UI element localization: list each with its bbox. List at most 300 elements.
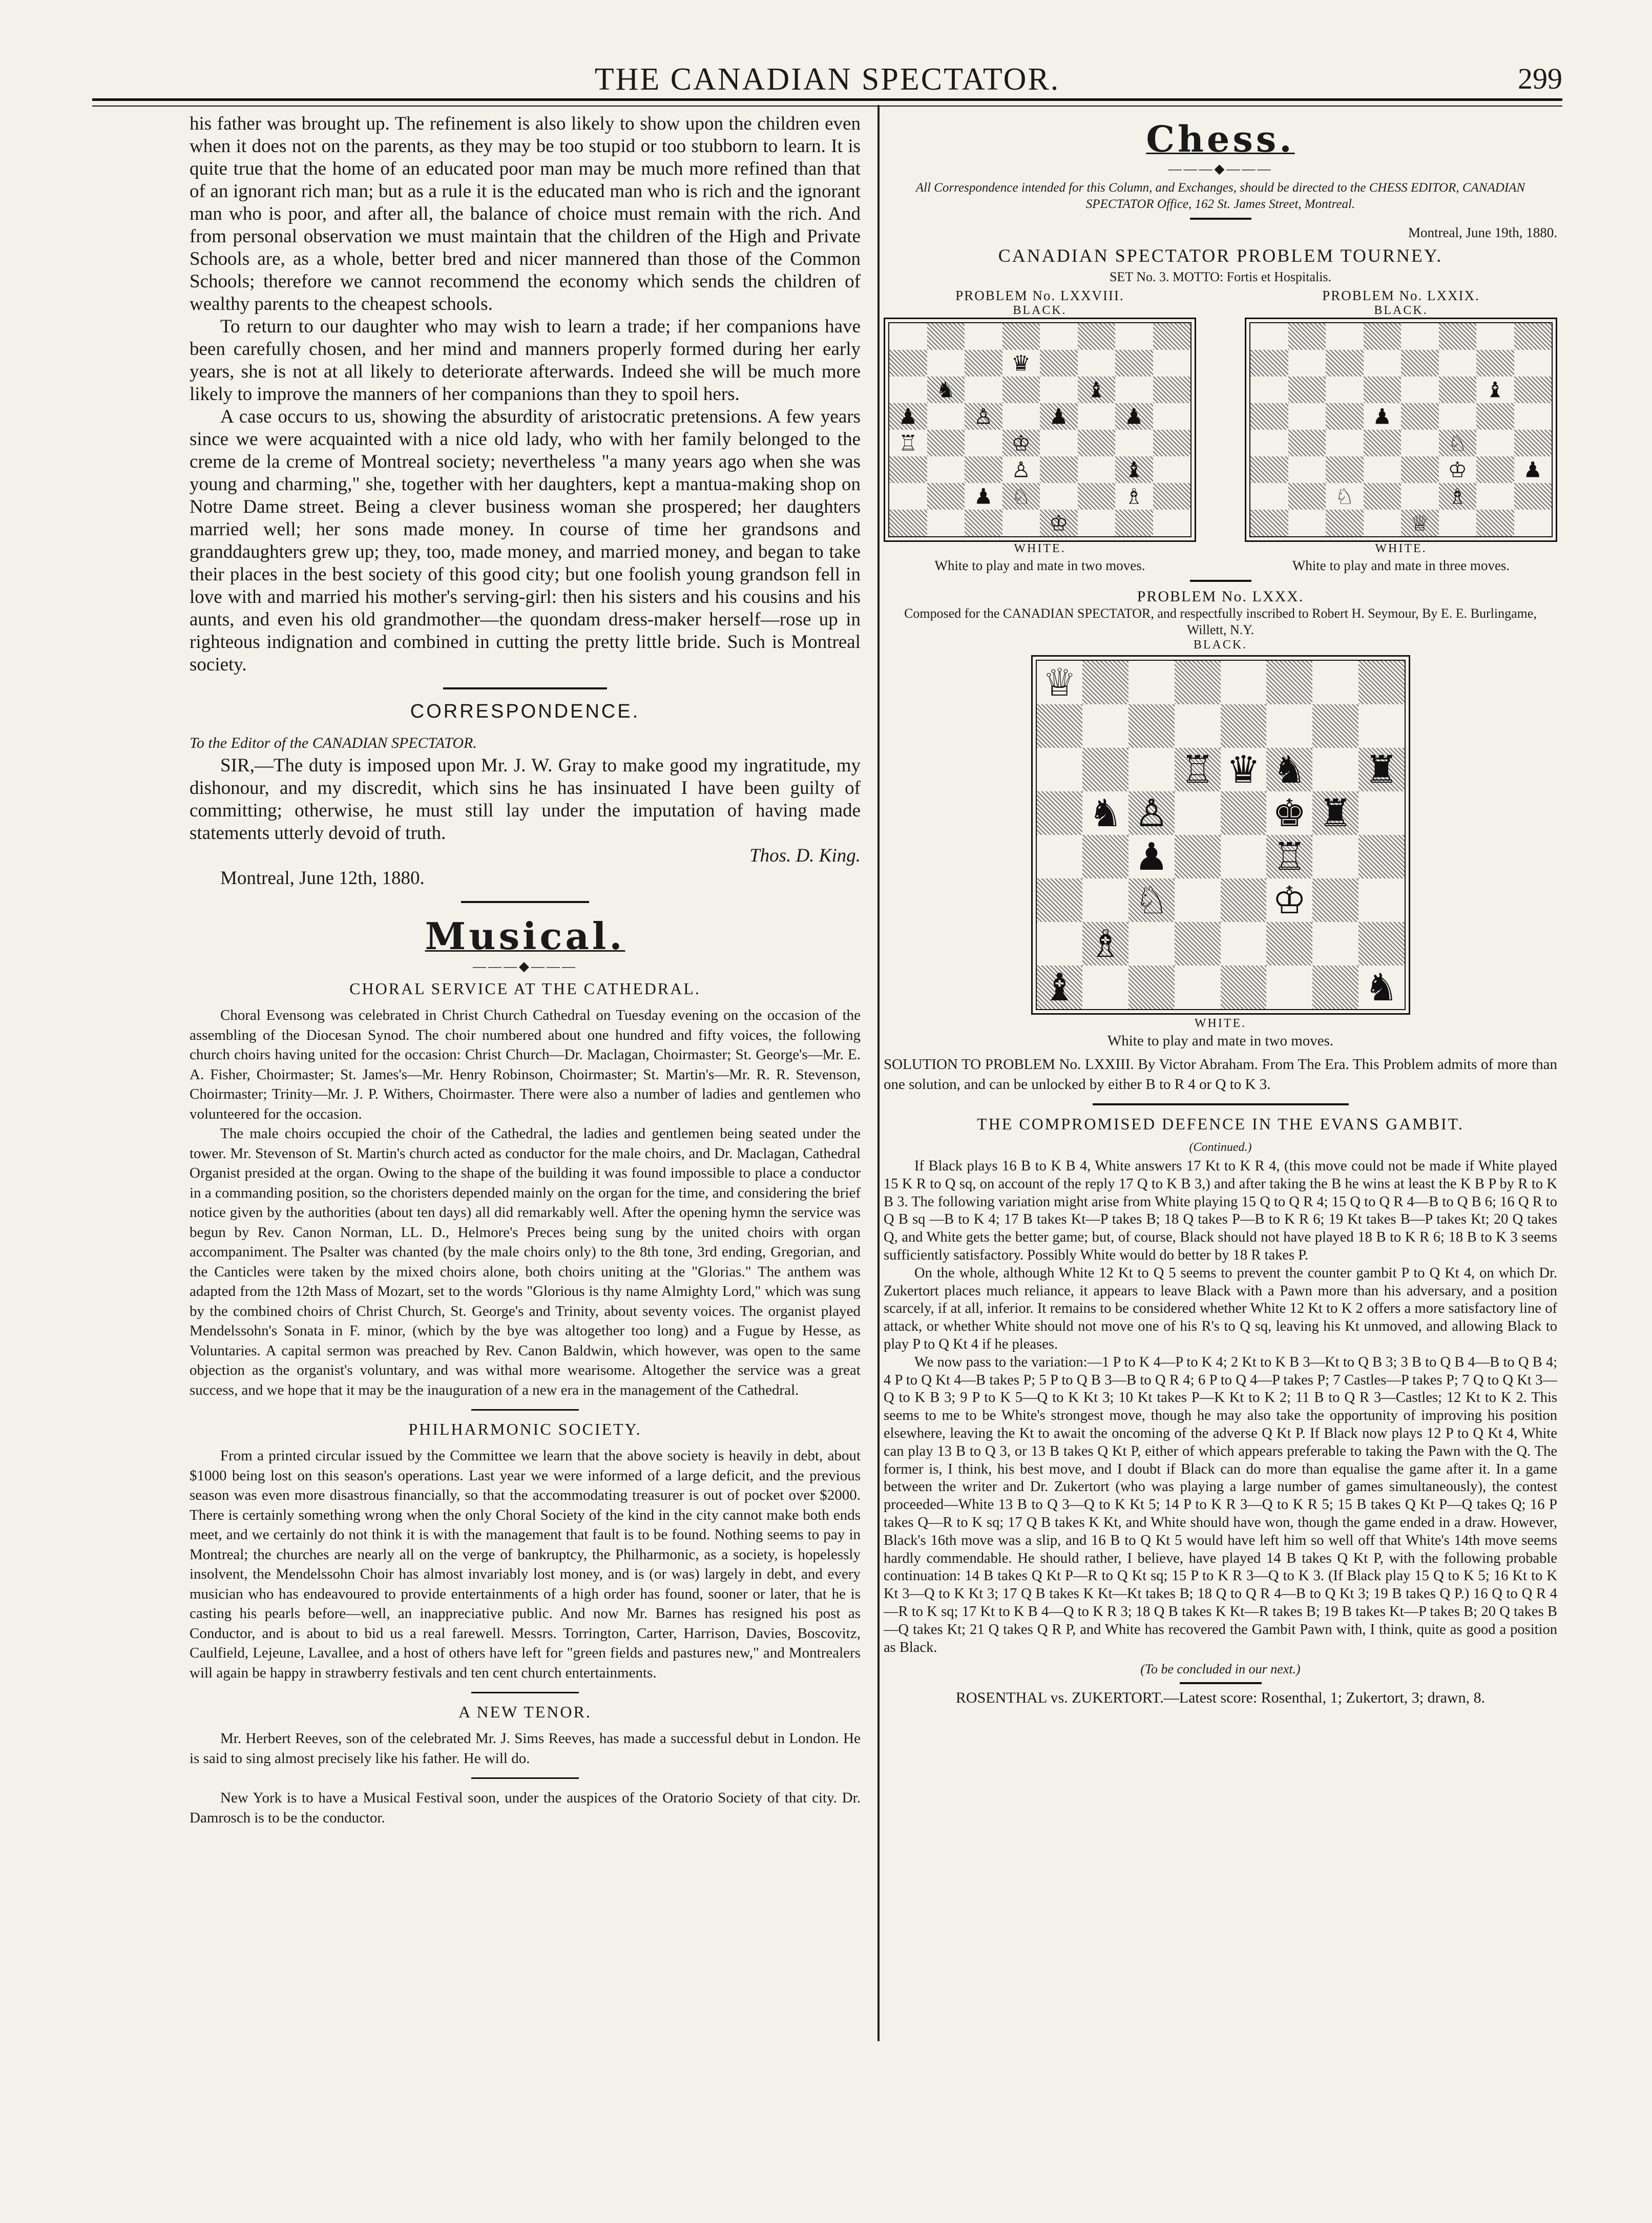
board-square: [1128, 791, 1175, 835]
white-bishop-icon: ♗: [1088, 921, 1123, 966]
board-square: [1358, 791, 1405, 835]
problem-caption: White to play and mate in two moves.: [1107, 1033, 1334, 1049]
board-square: [1175, 748, 1221, 791]
board-square: [1221, 878, 1267, 922]
board-square: [1266, 922, 1312, 966]
board-square: [1078, 430, 1116, 456]
board-square: [1082, 966, 1128, 1009]
musical-heading: Musical.: [425, 914, 625, 958]
black-bishop-icon: ♝: [1086, 377, 1106, 403]
chess-board: [1036, 660, 1406, 1010]
board-square: [1082, 878, 1128, 922]
board-square: [1266, 661, 1312, 704]
board-square: [1476, 510, 1514, 536]
board-square: [1175, 661, 1221, 704]
board-square: [1476, 323, 1514, 350]
board-square: [1326, 430, 1364, 456]
problem-block: [884, 288, 1196, 574]
board-square: [927, 510, 965, 536]
choral-paragraph: The male choirs occupied the choir of the Cathedral, the ladies and gentlemen being seated under the tower. Mr. Stevenson of St. Martin's church acted as conductor for the male choirs, and Dr. Maclagan, Cathedral Organist presided at the organ. Owing to the shape of the building it was found impossible to place a conductor in a commanding position, so the choristers depended mainly on the organ for the time, and considering the brief notice given by the authorities (about ten days) all did remarkably well. After the opening hymn the service was begun by Rev. Canon Norman, LL. D., Helmore's Preces being sung by the united choirs with organ accompaniment. The Psalter was chanted (by the male choirs only) to the 8th tone, 3rd ending, Gregorian, and the Canticles were taken by the mixed choirs alone, both choirs uniting at the "Glorias." The anthem was adapted from the 12th Mass of Mozart, set to the words "Glorious is thy name Almighty Lord," which was sung by the combined choirs of Christ Church, St. George's and Trinity, about seventy voices. The organist played Mendelssohn's Sonata in F. minor, (which by the bye was altogether too long) and a Fugue by Hesse, as Voluntaries. A capital sermon was preached by Rev. Canon Baldwin, which however, was open to the same objection as the organist's voluntary, and was withal more wearisome. Altogether the service was a great success, and we hope that it may be the inauguration of a new era in the management of the Cathedral.: [190, 1125, 861, 1398]
evans-paragraph: We now pass to the variation:—1 P to K 4—P to K 4; 2 Kt to K B 3—Kt to Q B 3; 3 B to Q B 4—B to Q B 4; 4 P to Q Kt 4—B takes P; 5 P to Q B 3—B to Q R 4; 6 P to Q 4—P takes P; 7 Castles—P takes P; 7 Q to Q Kt 3—Q to K B 3; 9 P to K 5—Q to K Kt 3; 10 Kt takes P—K Kt to K 2; 11 B to Q R 3—Castles; 12 Kt to K 2. This seems to me to be White's strongest move, though he may also take the opportunity of improving his position elsewhere, leaving the Kt to await the oncoming of the adverse Q Kt P. If Black now plays 12 P to Q Kt 4, White can play 13 B to Q 3, or 13 B takes Q Kt P, either of which appears preferable to taking the Pawn with the Q. The former is, I think, his best move, and I doubt if Black can do more than equalise the game after it. In a game between the writer and Dr. Zukertort (who was playing a large number of games simultaneously), the contest proceeded—White 13 B to Q 3—Q to K Kt 5; 14 P to K R 3—Q to K R 5; 15 B takes Q Kt P—Q takes Q; 16 P takes Q—R to K sq; 17 Q B takes K Kt, and White should have won, though the game ended in a draw. However, Black's 16th move was a slip, and 16 B to Q Kt 5 would have left him so well off that White's 14th move seems hardly commendable. He should rather, I believe, have played 14 B takes Q Kt P, with the following probable continuation: 14 B takes Q Kt P—R to Q Kt sq; 15 P to K R 3—Q to K 3. (If Black play 15 Q to K 5; 16 Kt to K Kt 3—Q to K Kt 3; 17 Q B takes K Kt—Kt takes B; 18 Q to Q R 4—B to Q Kt 3; 19 B takes Q P.) 16 Q to Q R 4—R to K sq; 17 Kt to K B 4—Q to K R 3; 18 Q B takes K Kt—R takes B; 19 B takes Kt—P takes B; 20 Q takes B—Q takes Kt; 21 Q takes Q R P, and White has recovered the Gambit Pawn with, I think, quite as good a position as Black.: [884, 1354, 1557, 1655]
board-square: [1266, 835, 1312, 878]
chess-notice: All Correspondence intended for this Column, and Exchanges, should be directed to the CHESS EDITOR, CANADIAN SPECTATOR Office, 162 St. James Street, Montreal.: [915, 181, 1525, 211]
board-square: [1266, 748, 1312, 791]
board-square: [1250, 350, 1288, 376]
correspondence-heading: CORRESPONDENCE.: [410, 701, 640, 722]
board-frame: [884, 318, 1196, 542]
ornament: ———◆———: [1168, 161, 1273, 176]
board-square: [1250, 510, 1288, 536]
board-square: [1358, 922, 1405, 966]
board-square: [1326, 323, 1364, 350]
board-square: [1128, 661, 1175, 704]
black-label: BLACK.: [1193, 638, 1248, 652]
black-pawn-icon: ♟: [1124, 404, 1144, 429]
board-square: [1514, 483, 1552, 510]
board-square: [1312, 704, 1358, 748]
board-square: [1312, 966, 1358, 1009]
board-square: [1002, 510, 1040, 536]
section-divider: [1190, 218, 1251, 220]
board-frame: [1031, 655, 1410, 1015]
board-square: [1364, 403, 1402, 430]
black-rook-icon: ♜: [1364, 747, 1398, 792]
board-square: [1358, 661, 1405, 704]
black-bishop-icon: ♝: [1485, 377, 1505, 403]
evans-paragraph: If Black plays 16 B to K B 4, White answers 17 Kt to K R 4, (this move could not be made if White played 15 K R to Q sq, on account of the reply 17 Q to K B 3,) and after taking the B he wins at least the K B P by R to K B 3. The following variation might arise from White playing 15 Q to Q R 4; 15 Q to Q R 4—B to Q B 6; 16 Q R to Q B sq —B to K 4; 17 B takes Kt—P takes B; 18 Q takes P—B to K R 6; 19 Kt takes B—P takes Kt; 20 Q takes Q, and White gets the better game; but, of course, Black should not have played 18 B to K R 6; 18 B to K 3 seems sufficiently satisfactory. Possibly White would do better by 18 R takes P.: [884, 1158, 1557, 1263]
board-square: [1326, 456, 1364, 483]
black-pawn-icon: ♟: [1372, 404, 1392, 429]
choral-article: [190, 1005, 861, 1400]
board-square: [1288, 376, 1326, 403]
board-square: [1037, 661, 1083, 704]
board-square: [1115, 350, 1153, 376]
board-square: [1514, 376, 1552, 403]
board-square: [1250, 430, 1288, 456]
black-king-icon: ♚: [1272, 791, 1307, 835]
board-square: [1078, 510, 1116, 536]
board-square: [1153, 376, 1191, 403]
board-square: [1250, 376, 1288, 403]
board-square: [1476, 350, 1514, 376]
white-queen-icon: ♕: [1042, 660, 1077, 705]
white-knight-icon: ♘: [1134, 878, 1169, 922]
salutation: To the Editor of the CANADIAN SPECTATOR.: [190, 735, 477, 751]
board-square: [1476, 456, 1514, 483]
board-square: [1266, 704, 1312, 748]
board-square: [1221, 661, 1267, 704]
board-square: [1364, 483, 1402, 510]
board-square: [1358, 835, 1405, 878]
board-square: [1115, 430, 1153, 456]
board-square: [1401, 483, 1439, 510]
board-square: [1439, 456, 1477, 483]
board-square: [1153, 430, 1191, 456]
section-divider: [471, 1777, 579, 1779]
section-divider: [471, 1692, 579, 1693]
board-square: [1082, 661, 1128, 704]
chess-heading: Chess.: [1146, 118, 1295, 160]
board-square: [1037, 748, 1083, 791]
board-square: [1002, 456, 1040, 483]
board-square: [889, 430, 927, 456]
board-square: [1364, 350, 1402, 376]
section-divider: [1093, 1103, 1349, 1105]
board-square: [1153, 323, 1191, 350]
white-pawn-icon: ♙: [1134, 791, 1169, 835]
board-square: [889, 483, 927, 510]
board-square: [965, 456, 1002, 483]
board-square: [1040, 483, 1078, 510]
chess-board: [888, 322, 1191, 537]
evans-continued: (Continued.): [1189, 1141, 1252, 1154]
board-square: [927, 323, 965, 350]
black-queen-icon: ♛: [1011, 350, 1031, 376]
board-square: [1288, 510, 1326, 536]
board-square: [1514, 510, 1552, 536]
board-square: [1115, 323, 1153, 350]
board-square: [1115, 510, 1153, 536]
header-rule: [92, 98, 1562, 107]
board-square: [1082, 922, 1128, 966]
black-knight-icon: ♞: [1088, 791, 1123, 835]
philharmonic-paragraph: From a printed circular issued by the Committee we learn that the above society is heavily in debt, about $1000 being lost on this season's operations. Last year we were informed of a large deficit, and the previous season was even more disastrous financially, so that the accommodating treasurer is out of pocket over $2000. There is certainly something wrong when the only Choral Society of the kind in the city cannot make both ends meet, and we certainly do not think it is with the management that fault is to be found. Nothing seems to pay in Montreal; the churches are nearly all on the verge of bankruptcy, the Philharmonic, as a society, is hopelessly insolvent, the Mendelssohn Choir has almost invariably lost money, and is (or was) largely in debt, and every musician who has endeavoured to provide entertainments of a high order has found, sooner or later, that he is casting his pearls before—well, an inappreciative public. And now Mr. Barnes has resigned his post as Conductor, and is about to bid us a real farewell. Messrs. Torrington, Carter, Harrison, Davies, Boscovitz, Caulfield, Lejeune, Lavallee, and a host of others have left for "green fields and pastures new," and Montrealers will again be happy in strawberry festivals and ten cent church entertainments.: [190, 1448, 861, 1681]
to-be-concluded: (To be concluded in our next.): [1140, 1662, 1301, 1677]
tenor-article: [190, 1729, 861, 1768]
board-square: [1128, 878, 1175, 922]
page-header: [92, 51, 1562, 97]
black-pawn-icon: ♟: [1523, 457, 1543, 483]
choral-heading: CHORAL SERVICE AT THE CATHEDRAL.: [349, 979, 701, 998]
problem-label: PROBLEM No. LXXX.: [1137, 588, 1304, 605]
board-square: [1439, 430, 1477, 456]
intro-paragraph: To return to our daughter who may wish to learn a trade; if her companions have been carefully chosen, and her mind and manners properly formed during her early years, she is not at all likely to deteriorate afterwards. Indeed she will be much more likely to improve the manners of her companions than they to spoil hers.: [190, 316, 861, 405]
board-square: [1514, 403, 1552, 430]
board-square: [1037, 966, 1083, 1009]
solution-block: [884, 1055, 1557, 1094]
board-square: [1175, 878, 1221, 922]
board-square: [1401, 430, 1439, 456]
black-knight-icon: ♞: [936, 377, 956, 403]
board-square: [965, 376, 1002, 403]
board-square: [1288, 350, 1326, 376]
board-square: [1514, 430, 1552, 456]
board-square: [1082, 791, 1128, 835]
board-square: [1082, 835, 1128, 878]
board-square: [1288, 430, 1326, 456]
board-square: [1514, 350, 1552, 376]
white-label: WHITE.: [1014, 542, 1066, 555]
board-square: [1082, 704, 1128, 748]
board-square: [1266, 966, 1312, 1009]
white-king-icon: ♔: [1049, 510, 1069, 536]
board-square: [1312, 835, 1358, 878]
white-king-icon: ♔: [1448, 457, 1468, 483]
board-square: [1250, 456, 1288, 483]
problem-block: [1245, 288, 1557, 574]
board-square: [1358, 748, 1405, 791]
board-square: [1002, 430, 1040, 456]
letter-body: SIR,—The duty is imposed upon Mr. J. W. Gray to make good my ingratitude, my dishonour, and my discredit, which sins he has insinuated I have been guilty of committing; otherwise, he must still lay under the imputation of having made statements utterly devoid of truth.: [190, 755, 861, 844]
board-square: [1153, 483, 1191, 510]
board-square: [1175, 791, 1221, 835]
section-divider: [443, 687, 607, 689]
board-square: [1439, 483, 1477, 510]
column-divider: [877, 105, 880, 2041]
board-square: [1153, 403, 1191, 430]
board-square: [1326, 510, 1364, 536]
board-square: [1082, 748, 1128, 791]
board-square: [927, 403, 965, 430]
tourney-title: CANADIAN SPECTATOR PROBLEM TOURNEY.: [998, 245, 1443, 266]
board-square: [1078, 376, 1116, 403]
board-square: [1175, 922, 1221, 966]
board-square: [1401, 403, 1439, 430]
board-square: [1078, 456, 1116, 483]
white-knight-icon: ♘: [1334, 484, 1354, 509]
board-square: [1128, 835, 1175, 878]
tenor-paragraph: Mr. Herbert Reeves, son of the celebrated Mr. J. Sims Reeves, has made a successful debut in London. He is said to sing almost precisely like his father. He will do.: [190, 1730, 861, 1767]
score-line: ROSENTHAL vs. ZUKERTORT.—Latest score: Rosenthal, 1; Zukertort, 3; drawn, 8.: [955, 1689, 1486, 1707]
chess-board: [1249, 322, 1553, 537]
board-square: [1401, 323, 1439, 350]
white-bishop-icon: ♗: [1124, 484, 1144, 509]
board-square: [965, 430, 1002, 456]
board-square: [1401, 456, 1439, 483]
board-square: [1476, 403, 1514, 430]
board-square: [889, 456, 927, 483]
black-bishop-icon: ♝: [1124, 457, 1144, 483]
board-square: [889, 350, 927, 376]
board-square: [1439, 376, 1477, 403]
board-square: [1326, 376, 1364, 403]
board-square: [1037, 835, 1083, 878]
board-square: [1002, 483, 1040, 510]
board-square: [1439, 323, 1477, 350]
board-square: [1078, 350, 1116, 376]
white-knight-icon: ♘: [1448, 430, 1468, 456]
philharmonic-article: [190, 1446, 861, 1683]
board-square: [1128, 704, 1175, 748]
problem-boards-row: [884, 288, 1557, 574]
black-label: BLACK.: [1013, 304, 1067, 317]
board-square: [1250, 483, 1288, 510]
problem-caption: White to play and mate in three moves.: [1292, 558, 1510, 573]
black-knight-icon: ♞: [1364, 965, 1398, 1010]
problem-label: PROBLEM No. LXXVIII.: [955, 288, 1124, 303]
board-square: [927, 456, 965, 483]
board-square: [1358, 966, 1405, 1009]
white-label: WHITE.: [1375, 542, 1427, 555]
board-square: [1221, 748, 1267, 791]
intro-paragraph: his father was brought up. The refinement is also likely to show upon the children even when it does not on the parents, as they may be too stupid or too stubborn to learn. It is quite true that the home of an educated poor man may be much more refined than that of an ignorant rich man; but as a rule it is the educated man who is rich and the ignorant man who is poor, and after all, the balance of choice must remain with the rich. And from personal observation we must maintain that the children of the High and Private Schools are, as a whole, better bred and nicer mannered than those of the Common Schools; therefore we cannot recommend the economy which sends the children of wealthy parents to the cheapest schools.: [190, 113, 861, 314]
board-square: [1312, 791, 1358, 835]
problem-block-large: [1031, 655, 1410, 1015]
board-square: [1439, 350, 1477, 376]
board-square: [1037, 791, 1083, 835]
problem-composer: Composed for the CANADIAN SPECTATOR, and respectfully inscribed to Robert H. Seymour, By E. E. Burlingame, Willett, N.Y.: [904, 606, 1537, 637]
board-square: [1312, 661, 1358, 704]
board-square: [1514, 456, 1552, 483]
board-square: [1115, 456, 1153, 483]
board-square: [1364, 376, 1402, 403]
board-square: [1221, 835, 1267, 878]
board-square: [965, 323, 1002, 350]
white-rook-icon: ♖: [1272, 834, 1307, 879]
board-square: [1040, 403, 1078, 430]
board-square: [1002, 323, 1040, 350]
board-square: [1358, 878, 1405, 922]
white-rook-icon: ♖: [1180, 747, 1215, 792]
publication-title: THE CANADIAN SPECTATOR.: [594, 62, 1060, 97]
black-bishop-icon: ♝: [1042, 965, 1077, 1010]
board-square: [1115, 376, 1153, 403]
board-square: [1078, 403, 1116, 430]
board-square: [1040, 376, 1078, 403]
board-square: [1312, 878, 1358, 922]
board-square: [1002, 403, 1040, 430]
left-column: [190, 113, 861, 1828]
problem-caption: White to play and mate in two moves.: [934, 558, 1145, 573]
board-frame: [1245, 318, 1557, 542]
choral-paragraph: Choral Evensong was celebrated in Christ Church Cathedral on Tuesday evening on the occasion of the assembling of the Diocesan Synod. The choir numbered about one hundred and fifty voices, the following church choirs having united for the occasion: Christ Church—Dr. Maclagan, Choirmaster; St. George's—Mr. E. A. Fisher, Choirmaster; St. James's—Mr. Henry Robinson, Choirmaster; St. Martin's—Mr. R. R. Stevenson, Choirmaster; Trinity—Mr. J. P. Withers, Choirmaster. There were also a number of ladies and gentlemen who volunteered for the occasion.: [190, 1007, 861, 1122]
problem-label: PROBLEM No. LXXIX.: [1322, 288, 1480, 303]
white-rook-icon: ♖: [898, 430, 918, 456]
intro-paragraph: A case occurs to us, showing the absurdity of aristocratic pretensions. A few years since we were acquainted with a nice old lady, who with her family belonged to the creme de la creme of Montreal society; nevertheless "a many years ago when she was young and charming," she, together with her daughters, kept a mantua-making shop on Notre Dame street. Being a clever business woman she prospered; her daughters married well; her sons made money. In course of time her grandsons and granddaughters grew up; they, too, made money, and married money, and began to take their places in the best society of this good city; but one foolish young grandson fell in love with and married his mother's serving-girl: then his sisters and his cousins and his aunts, and even his old grandmother—the quondam dress-maker herself—rose up in righteous indignation and combined in cutting the pretty little bride. Such is Montreal society.: [190, 406, 861, 675]
tourney-set-line: SET No. 3. MOTTO: Fortis et Hospitalis.: [1109, 269, 1332, 284]
board-square: [1364, 430, 1402, 456]
white-knight-icon: ♘: [1011, 484, 1031, 509]
correspondence-letter: [190, 732, 861, 890]
board-square: [1175, 966, 1221, 1009]
section-divider: [1180, 1682, 1262, 1684]
black-queen-icon: ♛: [1226, 747, 1261, 792]
black-knight-icon: ♞: [1272, 747, 1307, 792]
board-square: [1040, 430, 1078, 456]
board-square: [1364, 456, 1402, 483]
white-pawn-icon: ♙: [1011, 457, 1031, 483]
intro-article: [190, 113, 861, 676]
board-square: [1364, 510, 1402, 536]
board-square: [889, 403, 927, 430]
board-square: [1040, 323, 1078, 350]
chess-dateline: Montreal, June 19th, 1880.: [1408, 225, 1557, 240]
board-square: [1153, 510, 1191, 536]
board-square: [1266, 878, 1312, 922]
board-square: [965, 483, 1002, 510]
board-square: [1326, 483, 1364, 510]
philharmonic-heading: PHILHARMONIC SOCIETY.: [408, 1420, 642, 1438]
board-square: [1153, 350, 1191, 376]
board-square: [1128, 966, 1175, 1009]
board-square: [1078, 323, 1116, 350]
evans-article: [884, 1158, 1557, 1656]
white-pawn-icon: ♙: [973, 404, 993, 429]
solution-text: SOLUTION TO PROBLEM No. LXXIII. By Victor Abraham. From The Era. This Problem admits of more than one solution, and can be unlocked by either B to R 4 or Q to K 3.: [884, 1056, 1557, 1093]
black-pawn-icon: ♟: [1134, 834, 1169, 879]
tenor-heading: A NEW TENOR.: [458, 1703, 592, 1721]
festival-note: [190, 1788, 861, 1828]
page-number: 299: [1518, 62, 1562, 95]
board-square: [1401, 350, 1439, 376]
board-square: [1401, 376, 1439, 403]
board-square: [1040, 350, 1078, 376]
letter-dateline: Montreal, June 12th, 1880.: [220, 868, 425, 889]
board-square: [1115, 403, 1153, 430]
board-square: [1115, 483, 1153, 510]
board-square: [1040, 510, 1078, 536]
festival-paragraph: New York is to have a Musical Festival soon, under the auspices of the Oratorio Society of that city. Dr. Damrosch is to be the conductor.: [190, 1790, 861, 1826]
black-pawn-icon: ♟: [898, 404, 918, 429]
board-square: [1037, 704, 1083, 748]
section-divider: [461, 901, 589, 903]
black-pawn-icon: ♟: [1049, 404, 1069, 429]
black-rook-icon: ♜: [1318, 791, 1353, 835]
board-square: [1476, 430, 1514, 456]
board-square: [1002, 350, 1040, 376]
board-square: [1514, 323, 1552, 350]
board-square: [1002, 376, 1040, 403]
board-square: [1221, 791, 1267, 835]
black-pawn-icon: ♟: [973, 484, 993, 509]
board-square: [1175, 704, 1221, 748]
section-divider: [471, 1409, 579, 1411]
board-square: [1364, 323, 1402, 350]
white-label: WHITE.: [1194, 1017, 1247, 1030]
ornament: ———◆———: [473, 959, 577, 974]
board-square: [889, 510, 927, 536]
board-square: [1266, 791, 1312, 835]
board-square: [1326, 350, 1364, 376]
black-label: BLACK.: [1374, 304, 1428, 317]
board-square: [1153, 456, 1191, 483]
board-square: [1312, 922, 1358, 966]
board-square: [1128, 922, 1175, 966]
section-divider: [1190, 580, 1251, 582]
board-square: [1401, 510, 1439, 536]
white-king-icon: ♔: [1272, 878, 1307, 922]
board-square: [1326, 403, 1364, 430]
board-square: [965, 510, 1002, 536]
white-king-icon: ♔: [1011, 430, 1031, 456]
board-square: [1250, 323, 1288, 350]
board-square: [1037, 922, 1083, 966]
board-square: [1221, 704, 1267, 748]
evans-paragraph: On the whole, although White 12 Kt to Q 5 seems to prevent the counter gambit P to Q Kt 4, on which Dr. Zukertort places much reliance, it appears to leave Black with a Pawn more than his adversary, and a position scarcely, if at all, inferior. It remains to be considered whether White 12 Kt to K 2 offers a more satisfactory line of attack, or whether White should not move one of his R's to Q sq, leaving his Kt unmoved, and allowing Black to play P to Q Kt 4 if he pleases.: [884, 1265, 1557, 1352]
board-square: [889, 376, 927, 403]
board-square: [1358, 704, 1405, 748]
board-square: [927, 483, 965, 510]
board-square: [965, 350, 1002, 376]
white-bishop-icon: ♗: [1448, 484, 1468, 509]
board-square: [1288, 403, 1326, 430]
board-square: [1037, 878, 1083, 922]
board-square: [1439, 403, 1477, 430]
board-square: [1175, 835, 1221, 878]
board-square: [927, 376, 965, 403]
board-square: [1288, 456, 1326, 483]
board-square: [889, 323, 927, 350]
board-square: [965, 403, 1002, 430]
board-square: [1040, 456, 1078, 483]
right-column: [884, 113, 1557, 1707]
board-square: [1476, 483, 1514, 510]
board-square: [927, 350, 965, 376]
board-square: [1128, 748, 1175, 791]
board-square: [1476, 376, 1514, 403]
board-square: [1288, 483, 1326, 510]
letter-signature: Thos. D. King.: [749, 845, 861, 866]
